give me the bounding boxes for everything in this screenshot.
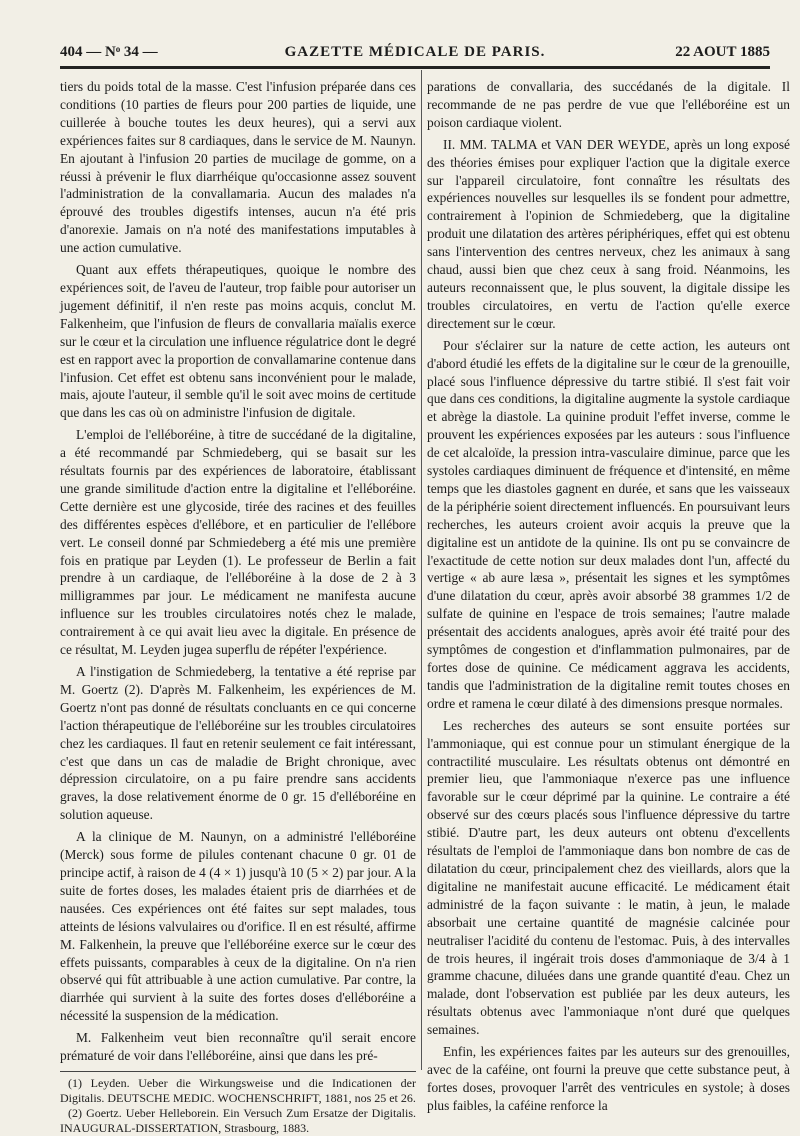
- issue-date: 22 AOUT 1885: [675, 44, 770, 60]
- paragraph: Quant aux effets thérapeutiques, quoique le nombre des expériences soit, de l'aveu de l'auteur, trop faible pour autoriser un jugement définitif, il n'en reste pas moins acquis, conclut M. Falkenheim, que l'infusion de fleurs de convallaria maïalis exerce sur le cœur et la circulation une influence régulatrice dont le degré est en rapport avec la proportion de convallamarine contenue dans l'infusion. Cet effet est obtenu sans inconvénient pour le malade, mais, ajoute l'auteur, il semble qu'il le soit avec moins de certitude que dans les cas où on administre l'infusion de digitale.: [60, 262, 416, 421]
- paragraph: parations de convallaria, des succédanés de la digitale. Il recommande de ne pas perdre de vue que l'elléboréine est un poison cardiaque violent.: [427, 79, 790, 130]
- footnotes: [60, 1071, 416, 1136]
- footnote: (2) Goertz. Ueber Helleborein. Ein Versuch Zum Ersatze der Digitalis. INAUGURAL-DISSERTATION, Strasbourg, 1883.: [60, 1105, 416, 1135]
- footnote: (1) Leyden. Ueber die Wirkungsweise und die Indicationen der Digitalis. DEUTSCHE MEDIC. WOCHENSCHRIFT, 1881, nos 25 et 26.: [60, 1075, 416, 1105]
- paragraph: tiers du poids total de la masse. C'est l'infusion préparée dans ces conditions (10 parties de fleurs pour 200 parties de liquide, une cuillerée à bouche toutes les deux heures), qui a servi aux expériences faites sur 8 cardiaques, dans le service de M. Naunyn. En ajoutant à l'infusion 20 parties de mucilage de gomme, on a réussi à prévenir le flux diarrhéique qu'occasionne assez souvent l'administration de la convallamaria. Aucun des malades n'a éprouvé des troubles digestifs intenses, aucun n'a été pris d'anorexie. Jamais on n'a noté des manifestations imputables à une action cumulative.: [60, 79, 416, 256]
- left-column: [60, 78, 416, 1135]
- journal-title: GAZETTE MÉDICALE DE PARIS.: [284, 44, 546, 60]
- paragraph: A la clinique de M. Naunyn, on a administré l'elléboréine (Merck) sous forme de pilules contenant chacune 0 gr. 01 de principe actif, à raison de 4 (4 × 1) jusqu'à 10 (5 × 2) par jour. A la suite de fortes doses, les malades étaient pris de diarrhées et de nausées. Ces expériences ont été faites sur sept malades, tous atteints de lésions valvulaires ou d'orifice. Il en est résulté, affirme M. Falkenhein, la preuve que l'elléboréine exerce sur le cœur des effets puissants, comparables à ceux de la digitaline. On n'a rien observé qui fût attribuable à une action cumulative. Par contre, la diarrhée qui survient à la suite des fortes doses d'elléboréine a nécessité la suspension de la médication.: [60, 829, 416, 1024]
- paragraph: A l'instigation de Schmiedeberg, la tentative a été reprise par M. Goertz (2). D'après M. Falkenheim, les expériences de M. Goertz n'ont pas donné de résultats concluants en ce qui concerne l'action thérapeutique de l'elléboréine sur les troubles circulatoires chez les cardiaques. Il faut en retenir seulement ce fait intéressant, c'est que dans un cas de maladie de Bright chronique, avec dépression circulatoire, on a pu faire prendre sans accidents graves, la dose relativement énorme de 0 gr. 15 d'elléboréine en solution aqueuse.: [60, 664, 416, 823]
- paragraph: M. Falkenheim veut bien reconnaître qu'il serait encore prématuré de voir dans l'elléboréine, ainsi que dans les pré-: [60, 1030, 416, 1064]
- paragraph: L'emploi de l'elléboréine, à titre de succédané de la digitaline, a été recommandé par Schmiedeberg, qui se basait sur les résultats fournis par des expériences de laboratoire, établissant une grande similitude d'action entre la digitaline et l'elléboréine. Cette dernière est une glycoside, tirée des racines et des feuilles des différentes espèces d'ellébore, et en particulier de l'ellébore vert. Le conseil donné par Schmiedeberg a été mis une première fois en pratique par Leyden (1). Le professeur de Berlin a fait prendre à un cardiaque, de l'elléboréine à la dose de 2 à 3 milligrammes par jour. Le médicament ne manifesta aucune influence sur les troubles circulatoires notés chez le malade, contrairement à ce qui avait lieu avec la digitale. En présence de ce résultat, M. Leyden jugea superflu de répéter l'expérience.: [60, 427, 416, 658]
- paragraph: II. MM. TALMA et VAN DER WEYDE, après un long exposé des théories émises pour expliquer l'action que la digitale exerce sur l'appareil circulatoire, font connaître les résultats des expériences nouvelles sur lesquelles ils se fondent pour admettre, contrairement à l'opinion de Schmiedeberg, que la digitaline produit une dilatation des artères périphériques, effet qui est obtenu sans l'intervention des centres nerveux, chez les animaux à sang chaud, aussi bien que chez ceux à sang froid. Néanmoins, les auteurs reconnaissent que, le plus souvent, la digitale dissipe les troubles circulatoires, en vertu de l'action qu'elle exerce directement sur le cœur.: [427, 136, 790, 331]
- paragraph: Pour s'éclairer sur la nature de cette action, les auteurs ont d'abord étudié les effets de la digitaline sur le cœur de la grenouille, placé sous l'influence dépressive du tartre stibié. Il s'est fait voir que dans ces conditions, la digitaline augmente la systole cardiaque et abrège la diastole. La quinine produit l'effet inverse, comme le prouvent les expériences exposées par les auteurs : sous l'influence de cet alcaloïde, la pression intra-vasculaire diminue, parce que les systoles cardiaques diminuent de fréquence et d'intensité, en même temps que les diastoles gagnent en durée, et sans que les vaisseaux de la périphérie soient directement influencés. En poursuivant leurs recherches, les auteurs croient avoir acquis la preuve que la digitaline est un antidote de la quinine. Ils ont pu se convaincre de l'exactitude de cette notion sur deux malades dont l'un, affecté du vertige « ab aure læsa », présentait les signes et les symptômes d'une dilatation du cœur, après avoir absorbé 38 grammes 1/2 de sulfate de quinine en l'espace de trois semaines; l'autre malade présentait des accidents analogues, après avoir été traité pour des symptômes de congestion et d'inflammation pulmonaires, par de fortes dose de quinine. Ce médicament aggrava les accidents, tandis que l'administration de la digitaline remit toutes choses en ordre et ramena le cœur dilaté à des dimensions presque normales.: [427, 337, 790, 711]
- paragraph: Enfin, les expériences faites par les auteurs sur des grenouilles, avec de la caféine, ont fourni la preuve que cette substance peut, à fortes doses, provoquer l'arrêt des ventricules en systole; à doses plus faibles, la caféine renforce la: [427, 1044, 790, 1113]
- column-divider: [421, 70, 422, 1070]
- right-column: [427, 78, 790, 1113]
- running-header: [60, 40, 770, 64]
- paragraph: Les recherches des auteurs se sont ensuite portées sur l'ammoniaque, qui est connue pour un stimulant énergique de la contractilité musculaire. Les résultats obtenus ont démontré en premier lieu, que l'ammoniaque n'exerce pas une influence favorable sur le cœur déprimé par la quinine. Le contraire a été observé sur des cœurs placés sous l'influence dépressive du tartre stibié. D'autre part, les deux auteurs ont obtenu d'excellents résultats de l'emploi de l'ammoniaque dans bon nombre de cas de dilatation du cœur, principalement chez des vieillards, alors que la digitaline ne manifestait aucune efficacité. Le médicament était administré de la façon suivante : le matin, à jeun, le malade absorbait une certaine quantité de magnésie calcinée pour neutraliser l'acidité du contenu de l'estomac. Puis, à des intervalles de trois heures, il ingérait trois doses d'ammoniaque de 3/4 à 1 gramme chacune, diluées dans une grande quantité d'eau. Chez un malade, dont l'observation est publiée par les deux auteurs, les résultats obtenus avec l'ammoniaque n'ont duré que quelques semaines.: [427, 717, 790, 1038]
- header-rule: [60, 66, 770, 69]
- page-number: 404 — Nᵒ 34 —: [60, 44, 158, 60]
